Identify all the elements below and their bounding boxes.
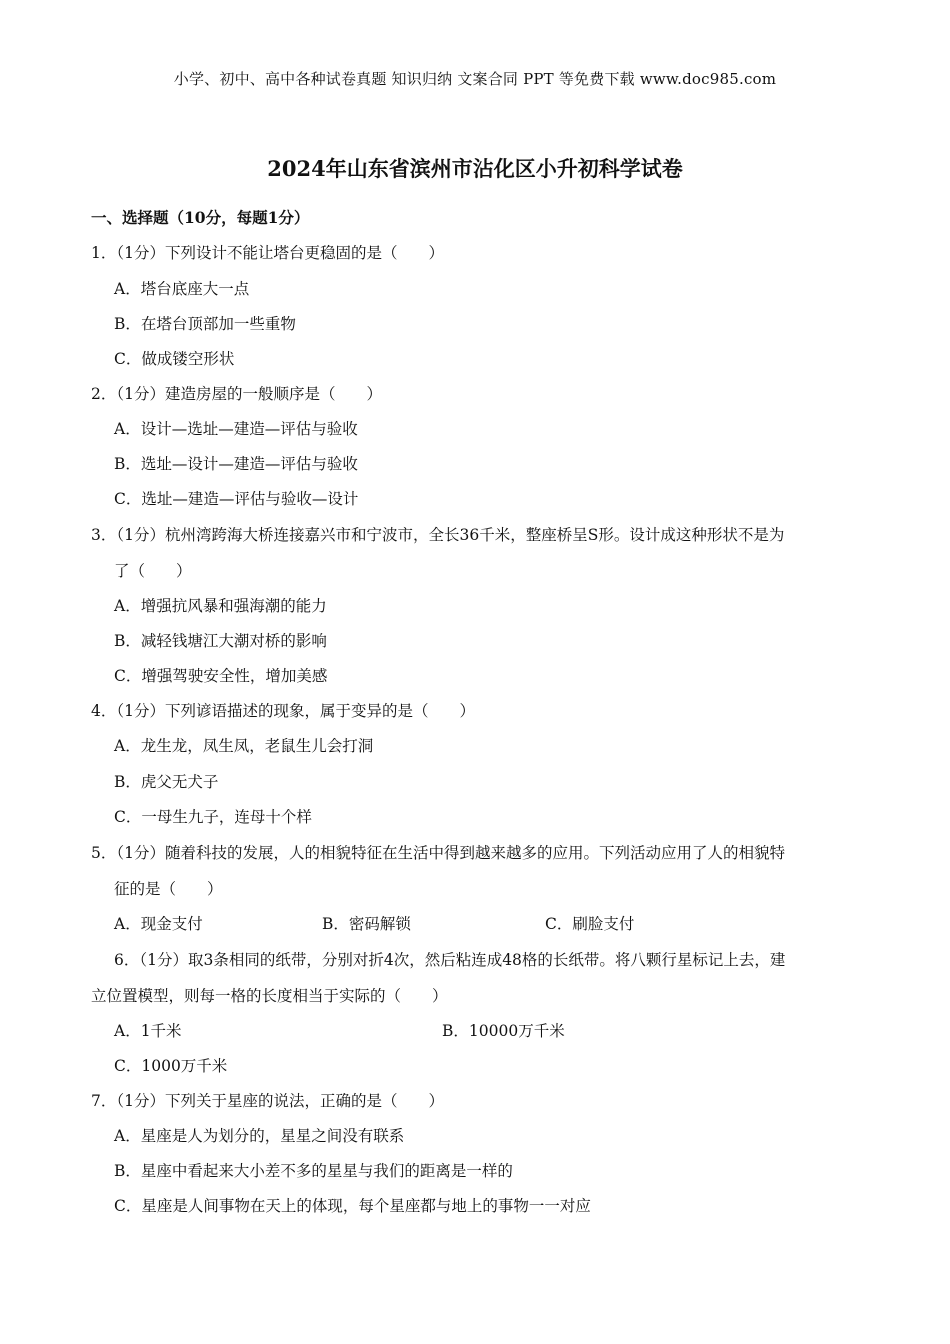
question-3-option-a: A．增强抗风暴和强海潮的能力 bbox=[114, 597, 327, 615]
question-6-option-c: C．1000万千米 bbox=[114, 1057, 228, 1075]
question-1: 1．（1分）下列设计不能让塔台更稳固的是（ ） bbox=[91, 244, 444, 262]
question-4-option-c: C．一母生九子，连母十个样 bbox=[114, 808, 312, 826]
question-6: 6．（1分）取3条相同的纸带，分别对折4次，然后粘连成48格的长纸带。将八颗行星标记上去，建 bbox=[114, 951, 786, 969]
question-3-option-b: B．减轻钱塘江大潮对桥的影响 bbox=[114, 632, 327, 650]
question-6-continuation: 立位置模型，则每一格的长度相当于实际的（ ） bbox=[91, 987, 448, 1005]
question-3-option-c: C．增强驾驶安全性，增加美感 bbox=[114, 667, 328, 685]
section-heading: 一、选择题（10分，每题1分） bbox=[91, 208, 310, 227]
question-4-option-a: A．龙生龙，凤生凤，老鼠生儿会打洞 bbox=[114, 737, 374, 755]
page-header: 小学、初中、高中各种试卷真题 知识归纳 文案合同 PPT 等免费下载 www.doc985.com bbox=[173, 70, 777, 88]
question-7-option-c: C．星座是人间事物在天上的体现，每个星座都与地上的事物一一对应 bbox=[114, 1197, 591, 1215]
question-7: 7．（1分）下列关于星座的说法，正确的是（ ） bbox=[91, 1092, 444, 1110]
question-3: 3．（1分）杭州湾跨海大桥连接嘉兴市和宁波市，全长36千米，整座桥呈S形。设计成这种形状不是为 bbox=[91, 526, 785, 544]
question-1-option-c: C．做成镂空形状 bbox=[114, 350, 235, 368]
question-5-option-a: A．现金支付 bbox=[114, 915, 203, 933]
question-6-option-a: A．1千米 bbox=[114, 1022, 182, 1040]
page-title: 2024年山东省滨州市沾化区小升初科学试卷 bbox=[267, 156, 683, 181]
question-1-option-b: B．在塔台顶部加一些重物 bbox=[114, 315, 296, 333]
question-2: 2．（1分）建造房屋的一般顺序是（ ） bbox=[91, 385, 382, 403]
question-5-option-c: C．刷脸支付 bbox=[545, 915, 635, 933]
question-2-option-b: B．选址—设计—建造—评估与验收 bbox=[114, 455, 358, 473]
question-5: 5．（1分）随着科技的发展，人的相貌特征在生活中得到越来越多的应用。下列活动应用了人的相貌特 bbox=[91, 844, 785, 862]
question-7-option-a: A．星座是人为划分的，星星之间没有联系 bbox=[114, 1127, 405, 1145]
question-4: 4．（1分）下列谚语描述的现象，属于变异的是（ ） bbox=[91, 702, 475, 720]
question-2-option-a: A．设计—选址—建造—评估与验收 bbox=[114, 420, 358, 438]
question-1-option-a: A．塔台底座大一点 bbox=[114, 280, 250, 298]
question-2-option-c: C．选址—建造—评估与验收—设计 bbox=[114, 490, 359, 508]
question-6-option-b: B．10000万千米 bbox=[442, 1022, 565, 1040]
question-4-option-b: B．虎父无犬子 bbox=[114, 773, 219, 791]
question-5-continuation: 征的是（ ） bbox=[114, 880, 223, 898]
question-3-continuation: 了（ ） bbox=[114, 562, 192, 580]
question-7-option-b: B．星座中看起来大小差不多的星星与我们的距离是一样的 bbox=[114, 1162, 513, 1180]
question-5-option-b: B．密码解锁 bbox=[322, 915, 411, 933]
